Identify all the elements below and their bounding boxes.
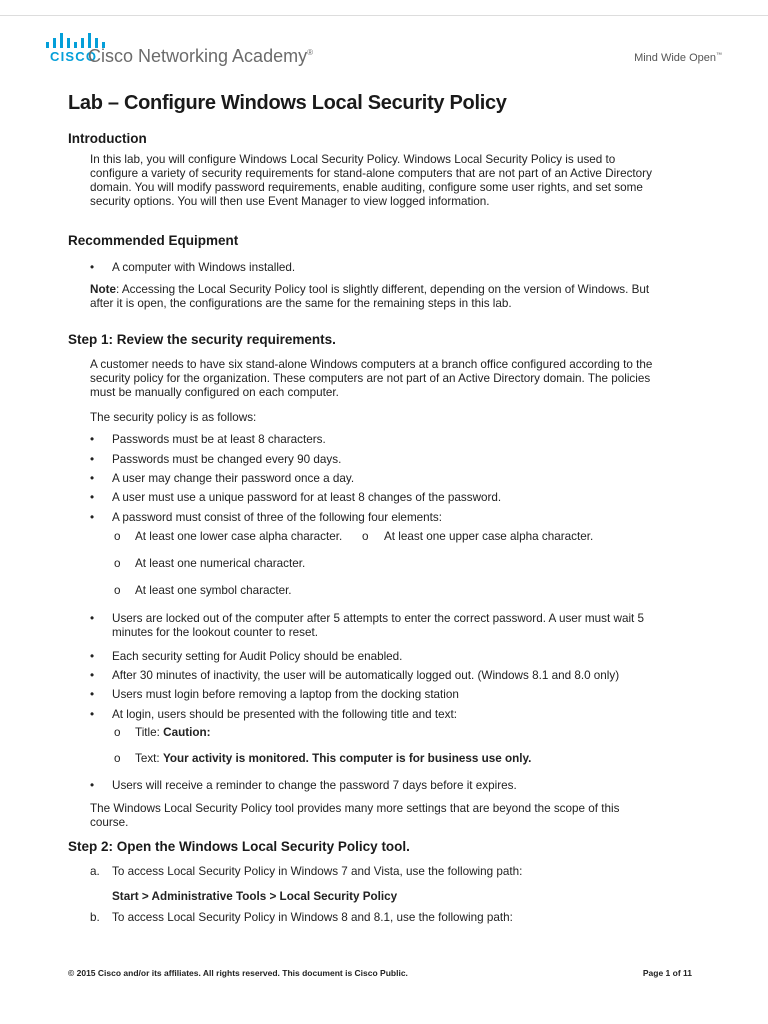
step2-item-b: To access Local Security Policy in Windows 8 and 8.1, use the following path: xyxy=(112,911,513,924)
page-title: Lab – Configure Windows Local Security Policy xyxy=(68,92,507,114)
step-label: b. xyxy=(90,911,100,924)
login-title: Title: Caution: xyxy=(135,726,211,739)
bullet: • xyxy=(90,612,95,625)
path-text: Start > Administrative Tools > Local Security Policy xyxy=(112,890,398,903)
sub-item: At least one numerical character. xyxy=(135,557,306,570)
sub-item: At least one lower case alpha character. xyxy=(135,530,343,543)
bullet: • xyxy=(90,491,95,504)
bullet: • xyxy=(90,669,95,682)
scope-paragraph: The Windows Local Security Policy tool provides many more settings that are beyond the scope of this course. xyxy=(90,802,620,829)
intro-paragraph: In this lab, you will configure Windows Local Security Policy. Windows Local Security Policy is used to configure a variety of security requirements for stand-alone computers that are not part of an Active Directory domain. You will modify password requirements, enable auditing, configure some user rights, and set some security options. You will then use Event Manager to view logged information. xyxy=(90,153,652,208)
bullet: • xyxy=(90,708,95,721)
step2-item-a: To access Local Security Policy in Windows 7 and Vista, use the following path: xyxy=(112,865,523,878)
sub-bullet: o xyxy=(114,584,121,597)
bullet: • xyxy=(90,779,95,792)
policy-item: Users must login before removing a laptop from the docking station xyxy=(112,688,459,701)
cisco-wordmark: CISCO xyxy=(50,49,98,64)
bullet: • xyxy=(90,453,95,466)
intro-heading: Introduction xyxy=(68,131,147,146)
policy-item: A user must use a unique password for at least 8 changes of the password. xyxy=(112,491,502,504)
bullet: • xyxy=(90,433,95,446)
sub-bullet: o xyxy=(114,557,121,570)
equipment-heading: Recommended Equipment xyxy=(68,233,239,248)
equipment-item: A computer with Windows installed. xyxy=(112,261,296,274)
policy-item: At login, users should be presented with the following title and text: xyxy=(112,708,457,721)
policy-item: A user may change their password once a day. xyxy=(112,472,355,485)
step1-heading: Step 1: Review the security requirements. xyxy=(68,332,336,347)
top-rule xyxy=(0,15,768,16)
tagline: Mind Wide Open™ xyxy=(634,52,722,64)
bullet: • xyxy=(90,511,95,524)
bullet: • xyxy=(90,472,95,485)
policy-item: After 30 minutes of inactivity, the user will be automatically logged out. (Windows 8.1 and 8.0 only) xyxy=(112,669,620,682)
page-number: Page 1 of 11 xyxy=(642,968,692,978)
sub-item: At least one upper case alpha character. xyxy=(384,530,594,543)
sub-bullet: o xyxy=(114,726,121,739)
step-label: a. xyxy=(90,865,100,878)
sub-bullet: o xyxy=(362,530,369,543)
bullet: • xyxy=(90,688,95,701)
bullet: • xyxy=(90,650,95,663)
policy-item: A password must consist of three of the following four elements: xyxy=(112,511,443,524)
login-text: Text: Your activity is monitored. This computer is for business use only. xyxy=(135,752,532,765)
policy-intro: The security policy is as follows: xyxy=(90,411,257,424)
step1-paragraph: A customer needs to have six stand-alone Windows computers at a branch office configured according to the security policy for the organization. These computers are not part of an Active Directory domain. The policies must be manually configured on each computer. xyxy=(90,358,653,399)
bullet: • xyxy=(90,261,95,274)
footer-copyright: © 2015 Cisco and/or its affiliates. All rights reserved. This document is Cisco Public. xyxy=(68,968,408,978)
academy-name: Cisco Networking Academy® xyxy=(88,46,313,66)
policy-item: Passwords must be at least 8 characters. xyxy=(112,433,326,446)
sub-item: At least one symbol character. xyxy=(135,584,292,597)
policy-item: Users will receive a reminder to change the password 7 days before it expires. xyxy=(112,779,517,792)
sub-bullet: o xyxy=(114,530,121,543)
policy-item: Users are locked out of the computer after 5 attempts to enter the correct password. A user must wait 5 minutes for the lookout counter to reset. xyxy=(112,612,645,639)
note-paragraph: Note: Accessing the Local Security Policy tool is slightly different, depending on the version of Windows. But after it is open, the configurations are the same for the remaining steps in this lab. xyxy=(90,283,650,310)
policy-item: Passwords must be changed every 90 days. xyxy=(112,453,342,466)
step2-heading: Step 2: Open the Windows Local Security Policy tool. xyxy=(68,839,410,854)
policy-item: Each security setting for Audit Policy should be enabled. xyxy=(112,650,403,663)
sub-bullet: o xyxy=(114,752,121,765)
